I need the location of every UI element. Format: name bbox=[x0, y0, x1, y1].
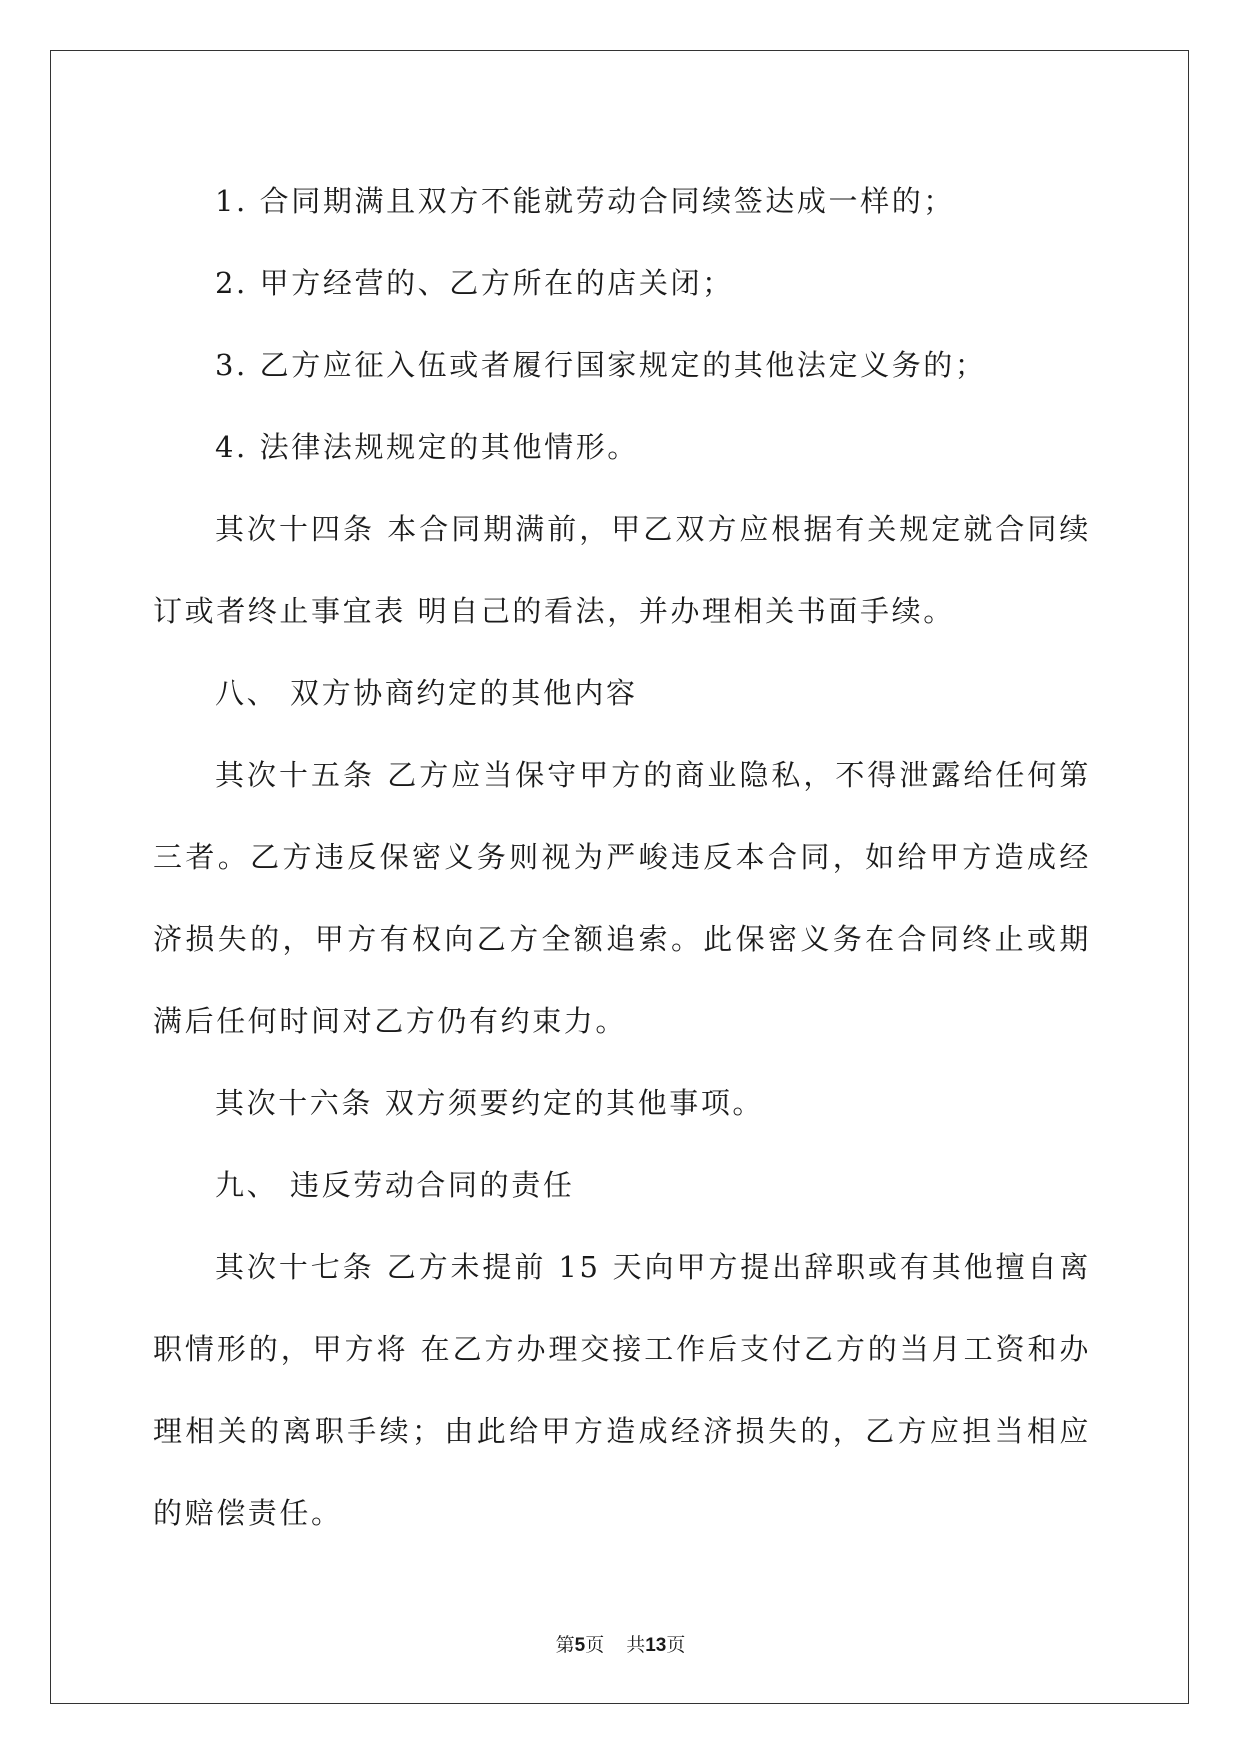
total-suffix: 页 bbox=[666, 1634, 686, 1656]
page-suffix: 页 bbox=[585, 1634, 605, 1656]
list-item-4: 4. 法律法规规定的其他情形。 bbox=[215, 430, 639, 464]
document-body bbox=[153, 160, 1091, 1554]
article-15: 其次十五条 乙方应当保守甲方的商业隐私，不得泄露给任何第三者。乙方违反保密义务则视为严峻违反本合同，如给甲方造成经济损失的，甲方有权向乙方全额追索。此保密义务在合同终止或期满后任何时间对乙方仍有约束力。 bbox=[153, 758, 1091, 1038]
page-number: 5 bbox=[574, 1635, 586, 1656]
section-heading-9: 九、 违反劳动合同的责任 bbox=[215, 1168, 575, 1202]
page-prefix: 第 bbox=[555, 1634, 575, 1656]
total-pages: 13 bbox=[645, 1635, 667, 1656]
article-16: 其次十六条 双方须要约定的其他事项。 bbox=[215, 1086, 765, 1120]
section-heading-8: 八、 双方协商约定的其他内容 bbox=[215, 676, 638, 710]
list-item-1: 1. 合同期满且双方不能就劳动合同续签达成一样的； bbox=[215, 184, 955, 218]
article-14: 其次十四条 本合同期满前，甲乙双方应根据有关规定就合同续订或者终止事宜表 明自己的看法，并办理相关书面手续。 bbox=[153, 512, 1091, 628]
page-footer bbox=[0, 1630, 1241, 1657]
list-item-2: 2. 甲方经营的、乙方所在的店关闭； bbox=[215, 266, 734, 300]
total-prefix: 共 bbox=[626, 1634, 646, 1656]
list-item-3: 3. 乙方应征入伍或者履行国家规定的其他法定义务的； bbox=[215, 348, 987, 382]
article-17: 其次十七条 乙方未提前 15 天向甲方提出辞职或有其他擅自离职情形的，甲方将 在乙方办理交接工作后支付乙方的当月工资和办理相关的离职手续；由此给甲方造成经济损失的，乙方应担当相应的赔偿责任。 bbox=[153, 1250, 1091, 1530]
